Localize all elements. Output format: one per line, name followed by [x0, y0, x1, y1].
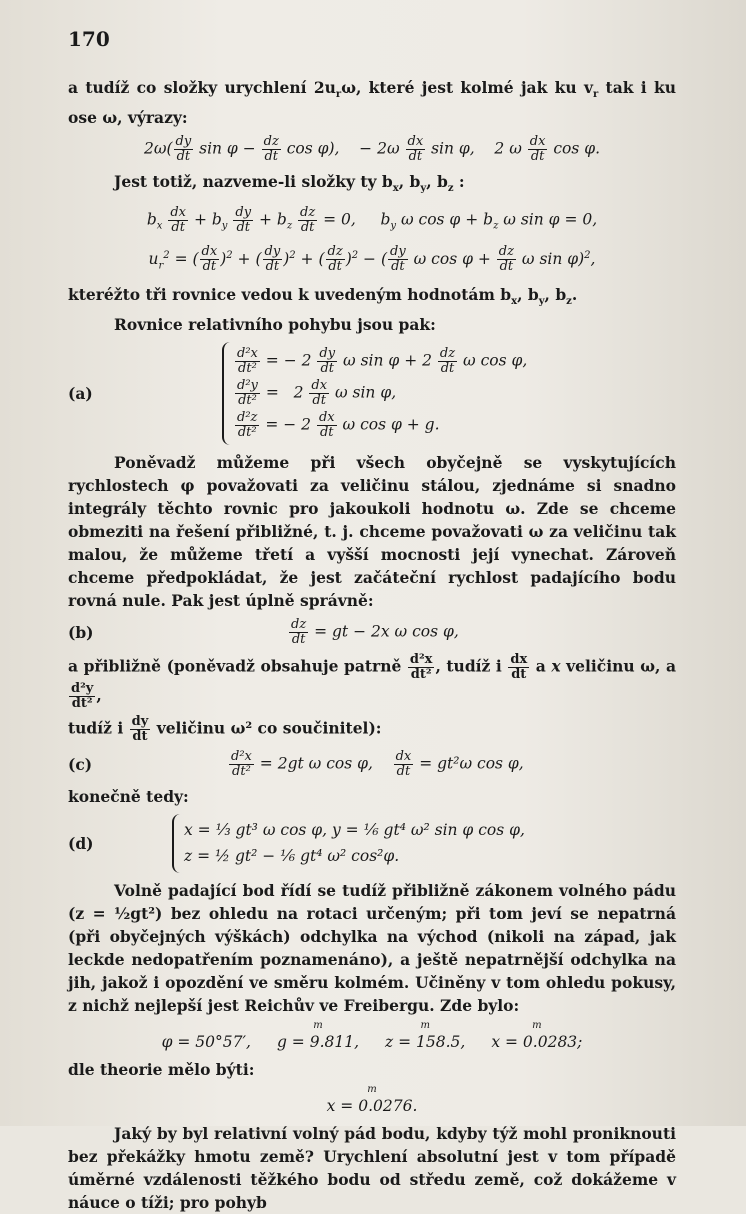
paragraph-1: Poněvadž můžeme při všech obyčejně se vyskytujících rychlostech φ považovati za veličinu stálou, zjednáme si snadno integrály těchto rovnic pro jakoukoli hodnotu ω. Zde se chceme obmeziti na řešení přibližné, t. j. chceme považovati ω za veličinu tak malou, že můžeme třetí a vyšší mocnosti její vynechat. Zároveň chceme předpokládat, že jest začáteční rychlost padajícího bodu rovná nule. Pak jest úplně správně: — [68, 453, 676, 611]
measured-values — [68, 1021, 676, 1054]
paragraph-4: Volně padající bod řídí se tudíž přibližně zákonem volného pádu (z = ½gt²) bez ohledu na rotaci určeným; při tom jeví se nepatrná (při obyčejných výškách) odchylka na východ (nikoli na západ, jak leckde nedopatřením poznamenáno), a ještě nepatrnější odchylka na jih, jakož i opozdění ve směru kolmém. Učiněny v tom ohledu pokusy, z nichž nejlepší jest Reichův ve Freibergu. Zde bylo: — [68, 881, 676, 1016]
dle-theorie-line: dle theorie mělo býti: — [68, 1060, 255, 1080]
system-d-eq1: x = ⅓ gt³ ω cos φ, y = ⅙ gt⁴ ω² sin φ cos φ, — [184, 821, 525, 840]
system-a-eq2: $\frac{\text{d²y}}{\text{dt²}}$ = 2 $\frac{dx}{dt}$ ω sin φ, — [237, 378, 397, 409]
equation-conditions: $b_x$ $\frac{dx}{dt}$ + $b_y$ $\frac{dy}{dt}$ + $b_z$ $\frac{dz}{dt}$ = 0, $b_y$ ω $\cos \varphi + b_z$ ω sin φ = 0, — [146, 205, 598, 236]
system-a-eq3: $\frac{\text{d²z}}{\text{dt²}}$ = − 2 $\frac{dx}{dt}$ ω cos φ + g. — [237, 410, 440, 441]
system-a-eq1: $\frac{\text{d²x}}{\text{dt²}}$ = − 2 $\frac{dy}{dt}$ ω sin φ + 2 $\frac{dz}{dt}$ ω cos φ, — [237, 346, 528, 377]
system-d — [68, 814, 676, 873]
paragraph-2: a přibližně (poněvadž obsahuje patrně $\frac{\text{d²x}}{\text{dt²}}$ , tudíž i $\frac{dx}{dt}$ a x veličinu ω, a $\frac{\text{d²y}}{\text{dt²}}$ , — [68, 652, 676, 712]
equation-c: (c) $\frac{\text{d²x}}{\text{dt²}}$ = 2gt ω cos φ, $\frac{dx}{dt}$ = gt²ω cos φ, — [68, 749, 524, 780]
value-z: m z = 158.5, — [385, 1020, 466, 1052]
intro-paragraph: a tudíž co složky urychlení $2u_r\omega$, které jest kolmé jak ku $v_r$ tak i ku ose ω, výrazy: — [68, 78, 677, 128]
kterezto-line: kteréžto tři rovnice vedou k uvedeným hodnotám $b_x$, $b_y$, $b_z$. — [68, 285, 578, 308]
paragraph-5: Jaký by byl relativní volný pád bodu, kdyby týž mohl proniknouti bez překážky hmotu země? Urychlení absolutní jest v tom případě úměrné vzdálenosti těžkého bodu od středu země, což dokážeme v náuce o tíži; pro pohyb — [68, 1124, 676, 1213]
equation-components: 2ω( $\frac{dy}{dt}$ sin φ − $\frac{dz}{dt}$ cos φ), − 2ω $\frac{dx}{dt}$ sin φ, 2 ω $\frac{dx}{dt}$ cos φ. — [143, 134, 601, 165]
konecne-line: konečně tedy: — [68, 787, 189, 807]
value-x: m x = 0.0283; — [491, 1020, 583, 1052]
rovnice-label: Rovnice relativního pohybu jsou pak: — [114, 315, 436, 335]
system-a — [68, 342, 676, 445]
paragraph-3: tudíž i $\frac{dy}{dt}$ veličinu ω² co součinitel): — [68, 714, 382, 745]
label-a: (a) — [68, 384, 93, 404]
value-phi: φ = 50°57′, — [161, 1033, 251, 1052]
label-b: (b) — [68, 623, 94, 643]
value-x-theory: m x = 0.0276. — [326, 1084, 418, 1116]
label-c: (c) — [68, 755, 93, 775]
label-d: (d) — [68, 834, 94, 854]
equation-speed: $u_r^2$ = ( $\frac{dx}{dt}$ )$^2$ + ( $\frac{dy}{dt}$ )$^2$ + ( $\frac{dz}{dt}$ )$^2$ − ( $\frac{dy}{dt}$ ω cos φ + $\frac{dz}{dt}$ ω sin φ)$^2$, — [148, 244, 596, 275]
page-number: 170 — [68, 27, 110, 51]
theory-value — [68, 1085, 676, 1118]
equation-b: (b) $\frac{dz}{dt}$ = gt − 2x ω cos φ, — [68, 617, 459, 648]
value-g: m g = 9.811, — [276, 1020, 360, 1052]
jest-totiz-line: Jest totiž, nazveme-li složky ty $b_x$, $b_y$, $b_z$ : — [114, 172, 465, 195]
system-d-eq2: z = ½ gt² − ⅙ gt⁴ ω² cos²φ. — [184, 847, 400, 866]
